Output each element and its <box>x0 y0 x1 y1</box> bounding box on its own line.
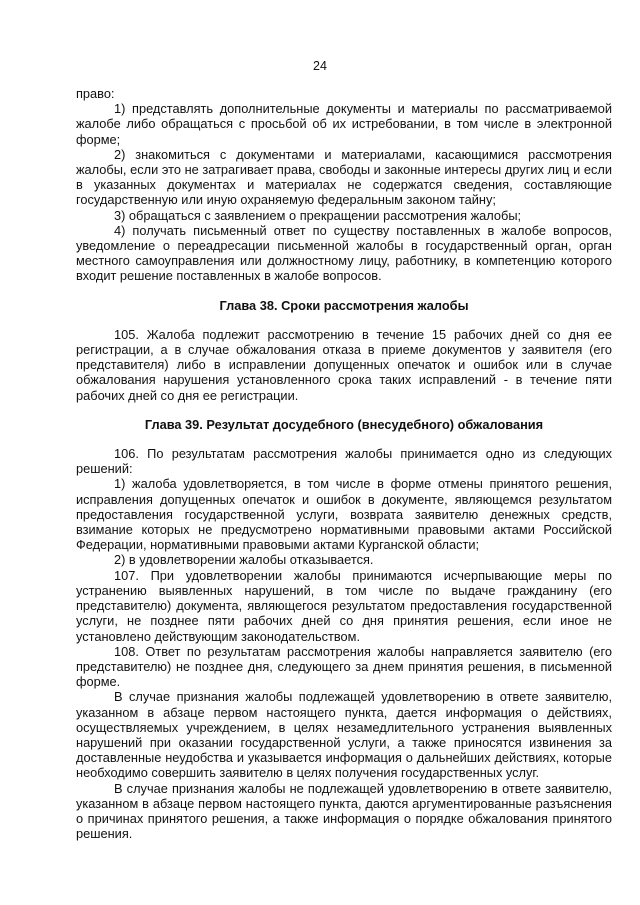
paragraph-106-2: 2) в удовлетворении жалобы отказывается. <box>114 552 374 568</box>
paragraph-right-2: 2) знакомиться с документами и материалами, касающимися рассмотрения жалобы, если это не затрагивает права, свободы и законные интересы других лиц и если в указанных документах и материалах не содержатся сведения, составляющие государственную или иную охраняемую федеральным законом тайну; <box>76 146 612 208</box>
paragraph-108-rejected: В случае признания жалобы не подлежащей удовлетворению в ответе заявителю, указанном в абзаце первом настоящего пункта, даются аргументированные разъяснения о причинах принятого решения, а также информация о порядке обжалования принятого решения. <box>76 780 612 842</box>
paragraph-106-1: 1) жалоба удовлетворяется, в том числе в форме отмены принятого решения, исправления допущенных опечаток и ошибок в документе, являющемся результатом предоставления государственной услуги, возврата заявителю денежных средств, взимание которых не предусмотрено нормативными правовыми актами Российской Федерации, нормативными правовыми актами Курганской области; <box>76 476 612 553</box>
paragraph-105: 105. Жалоба подлежит рассмотрению в течение 15 рабочих дней со дня ее регистрации, а в случае обжалования отказа в приеме документов у заявителя (его представителя) либо в исправлении допущенных опечаток и ошибок или в случае обжалования нарушения установленного срока таких исправлений - в течение пяти рабочих дней со дня ее регистрации. <box>76 326 612 403</box>
chapter-38-heading: Глава 38. Сроки рассмотрения жалобы <box>219 297 469 313</box>
paragraph-right-3: 3) обращаться с заявлением о прекращении рассмотрения жалобы; <box>114 207 522 223</box>
paragraph-right-1: 1) представлять дополнительные документы и материалы по рассматриваемой жалобе либо обращаться с просьбой об их истребовании, в том числе в электронной форме; <box>76 101 612 147</box>
paragraph-107: 107. При удовлетворении жалобы принимаются исчерпывающие меры по устранению выявленных нарушений, в том числе по выдаче гражданину (его представителю) документа, являющегося результатом предоставления государственной услуги, не позднее пяти рабочих дней со дня принятия решения, если иное не установлено действующим законодательством. <box>76 567 612 644</box>
page-number: 24 <box>313 59 327 73</box>
paragraph-right-intro: право: <box>76 86 115 101</box>
paragraph-106: 106. По результатам рассмотрения жалобы принимается одно из следующих решений: <box>76 446 612 477</box>
chapter-39-heading: Глава 39. Результат досудебного (внесудебного) обжалования <box>144 416 544 432</box>
paragraph-108: 108. Ответ по результатам рассмотрения жалобы направляется заявителю (его представителю) не позднее дня, следующего за днем принятия решения, в письменной форме. <box>76 643 612 690</box>
document-body <box>76 86 612 841</box>
paragraph-108-satisfied: В случае признания жалобы подлежащей удовлетворению в ответе заявителю, указанном в абзаце первом настоящего пункта, дается информация о действиях, осуществляемых учреждением, в целях незамедлительного устранения выявленных нарушений при оказании государственной услуги, а также приносятся извинения за доставленные неудобства и указывается информация о дальнейших действиях, которые необходимо совершить заявителю в целях получения государственных услуг. <box>76 689 612 781</box>
paragraph-right-4: 4) получать письменный ответ по существу поставленных в жалобе вопросов, уведомление о переадресации письменной жалобы в государственный орган, орган местного самоуправления или должностному лицу, работнику, в компетенцию которого входит решение поставленных в жалобе вопросов. <box>76 222 612 284</box>
